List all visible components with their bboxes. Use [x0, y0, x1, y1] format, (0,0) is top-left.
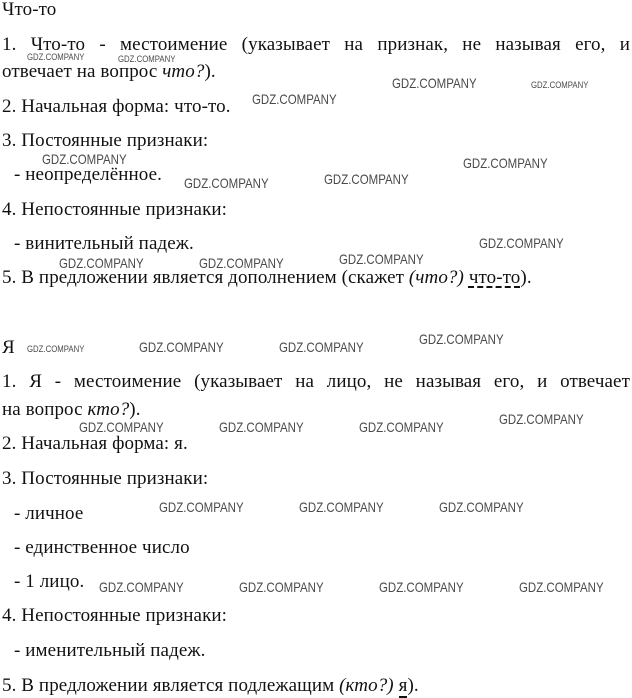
section1-item2: 2. Начальная форма: что-то. [2, 96, 231, 117]
section2-item2: 2. Начальная форма: я. [2, 433, 188, 454]
watermark: GDZ.COMPANY [184, 175, 269, 191]
watermark: GDZ.COMPANY [324, 171, 409, 187]
watermark: GDZ.COMPANY [499, 411, 584, 427]
section1-item5: 5. В предложении является дополнением (скажет (что?) что-то). [2, 267, 532, 288]
watermark: GDZ.COMPANY [299, 499, 384, 515]
watermark: GDZ.COMPANY [27, 52, 85, 63]
watermark: GDZ.COMPANY [219, 419, 304, 435]
watermark: GDZ.COMPANY [339, 251, 424, 267]
section2-item3-sub2: - единственное число [14, 537, 190, 558]
watermark: GDZ.COMPANY [279, 339, 364, 355]
watermark: GDZ.COMPANY [239, 579, 324, 595]
watermark: GDZ.COMPANY [99, 579, 184, 595]
section2-item3-sub3: - 1 лицо. [14, 571, 85, 592]
section1-item1: 1. Что-то - местоимение (указывает на признак, не называя его, и [2, 34, 630, 55]
watermark: GDZ.COMPANY [419, 331, 504, 347]
section1-item3-sub: - неопределённое. [14, 164, 162, 185]
watermark: GDZ.COMPANY [463, 155, 548, 171]
section2-item3-sub1: - личное [14, 503, 84, 524]
watermark: GDZ.COMPANY [252, 91, 337, 107]
watermark: GDZ.COMPANY [27, 344, 85, 355]
watermark: GDZ.COMPANY [79, 419, 164, 435]
section1-item4-sub: - винительный падеж. [14, 233, 194, 254]
watermark: GDZ.COMPANY [479, 235, 564, 251]
watermark: GDZ.COMPANY [118, 54, 176, 65]
section2-item4-sub: - именительный падеж. [14, 640, 206, 661]
section1-item4: 4. Непостоянные признаки: [2, 199, 228, 220]
section2-heading: Я [2, 337, 15, 358]
watermark: GDZ.COMPANY [139, 339, 224, 355]
watermark: GDZ.COMPANY [519, 579, 604, 595]
section2-item5-word: я [398, 675, 408, 696]
section2-item4: 4. Непостоянные признаки: [2, 605, 228, 626]
section1-heading: Что-то [2, 0, 57, 20]
watermark: GDZ.COMPANY [359, 419, 444, 435]
watermark: GDZ.COMPANY [59, 255, 144, 271]
section2-item3: 3. Постоянные признаки: [2, 468, 209, 489]
watermark: GDZ.COMPANY [199, 255, 284, 271]
section1-item1-cont: отвечает на вопрос что?). [2, 61, 216, 82]
section2-item5: 5. В предложении является подлежащим (кто?) я). [2, 675, 419, 696]
section1-item5-word: что-то [468, 267, 521, 288]
watermark: GDZ.COMPANY [159, 499, 244, 515]
watermark: GDZ.COMPANY [392, 75, 477, 91]
watermark: GDZ.COMPANY [439, 499, 524, 515]
watermark: GDZ.COMPANY [531, 80, 589, 91]
watermark: GDZ.COMPANY [379, 579, 464, 595]
watermark: GDZ.COMPANY [42, 151, 127, 167]
section2-item1: 1. Я - местоимение (указывает на лицо, не называя его, и отвечает [2, 371, 630, 392]
section1-item3: 3. Постоянные признаки: [2, 130, 209, 151]
section2-item1-cont: на вопрос кто?). [2, 399, 141, 420]
